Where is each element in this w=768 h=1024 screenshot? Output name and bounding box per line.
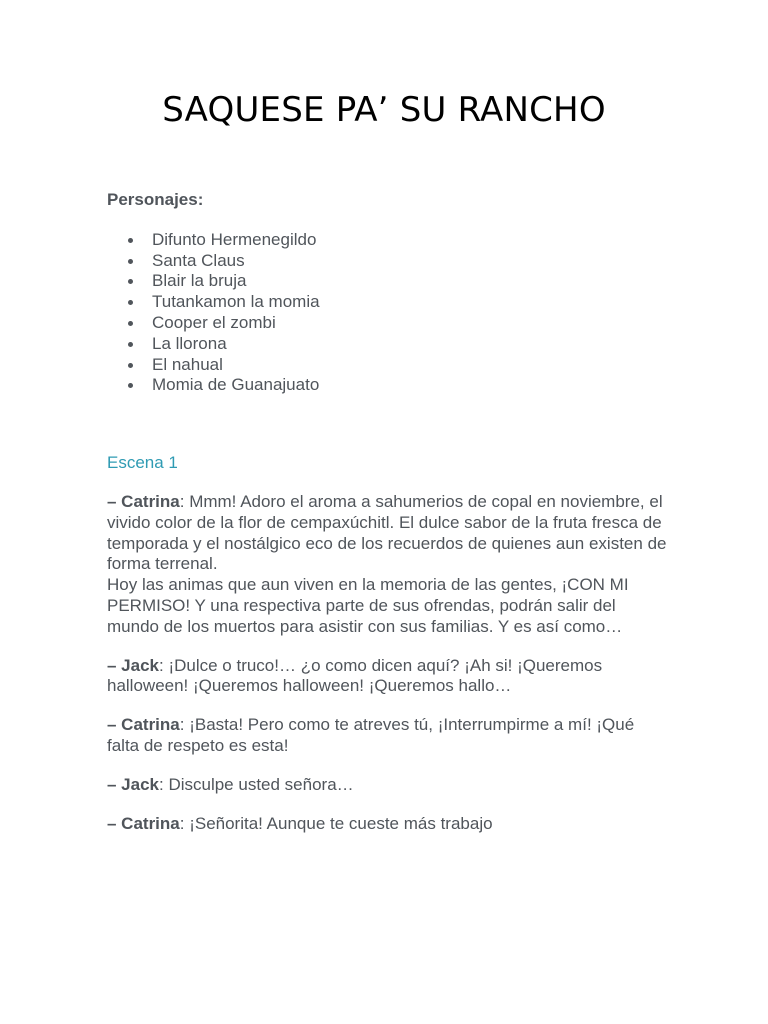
speaker-name: – Jack: [107, 774, 159, 794]
speaker-name: – Jack: [107, 655, 159, 675]
document-title: SAQUESE PA’ SU RANCHO: [162, 90, 606, 130]
dialogue-paragraph: [107, 656, 667, 698]
document-body: [107, 190, 667, 834]
bullet-icon: [128, 363, 133, 368]
scene-heading: Escena 1: [107, 453, 178, 473]
list-item: [107, 251, 667, 272]
dialogue-paragraph: [107, 814, 667, 835]
list-item: [107, 230, 667, 251]
characters-label: Personajes:: [107, 190, 204, 209]
character-name: La llorona: [152, 333, 227, 353]
bullet-icon: [128, 383, 133, 388]
bullet-icon: [128, 342, 133, 347]
dialogue-paragraph: [107, 492, 667, 638]
list-item: [107, 375, 667, 396]
characters-list: [107, 230, 667, 396]
bullet-icon: [128, 259, 133, 264]
dialogue-paragraph: [107, 715, 667, 757]
speaker-name: – Catrina: [107, 715, 180, 735]
character-name: Cooper el zombi: [152, 312, 276, 332]
speaker-name: – Catrina: [107, 491, 180, 511]
character-name: Santa Claus: [152, 250, 245, 270]
dialogue-paragraph: [107, 775, 667, 796]
list-item: [107, 313, 667, 334]
character-name: Momia de Guanajuato: [152, 375, 320, 395]
character-name: Tutankamon la momia: [152, 292, 320, 312]
character-name: El nahual: [152, 354, 223, 374]
character-name: Blair la bruja: [152, 271, 247, 291]
bullet-icon: [128, 238, 133, 243]
bullet-icon: [128, 279, 133, 284]
dialogue-text: : ¡Señorita! Aunque te cueste más trabajo: [179, 813, 493, 833]
list-item: [107, 271, 667, 292]
list-item: [107, 334, 667, 355]
bullet-icon: [128, 321, 133, 326]
dialogue-text: : ¡Basta! Pero como te atreves tú, ¡Interrumpirme a mí! ¡Qué falta de respeto es esta!: [107, 715, 635, 755]
speaker-name: – Catrina: [107, 813, 180, 833]
list-item: [107, 292, 667, 313]
character-name: Difunto Hermenegildo: [152, 229, 317, 249]
dialogue-text: : Disculpe usted señora…: [159, 774, 354, 794]
dialogue-text: : Mmm! Adoro el aroma a sahumerios de copal en noviembre, el vivido color de la flor de cempaxúchitl. El dulce sabor de la fruta fresca de temporada y el nostálgico eco de los recuerdos de quienes aun existen de forma terrenal.: [107, 491, 667, 574]
list-item: [107, 355, 667, 376]
bullet-icon: [128, 300, 133, 305]
dialogue-text: : ¡Dulce o truco!… ¿o como dicen aquí? ¡Ah si! ¡Queremos halloween! ¡Queremos halloween! ¡Queremos hallo…: [107, 655, 603, 696]
dialogue-continuation: Hoy las animas que aun viven en la memoria de las gentes, ¡CON MI PERMISO! Y una respectiva parte de sus ofrendas, podrán salir del mundo de los muertos para asistir con sus familias. Y es así como…: [107, 575, 629, 636]
